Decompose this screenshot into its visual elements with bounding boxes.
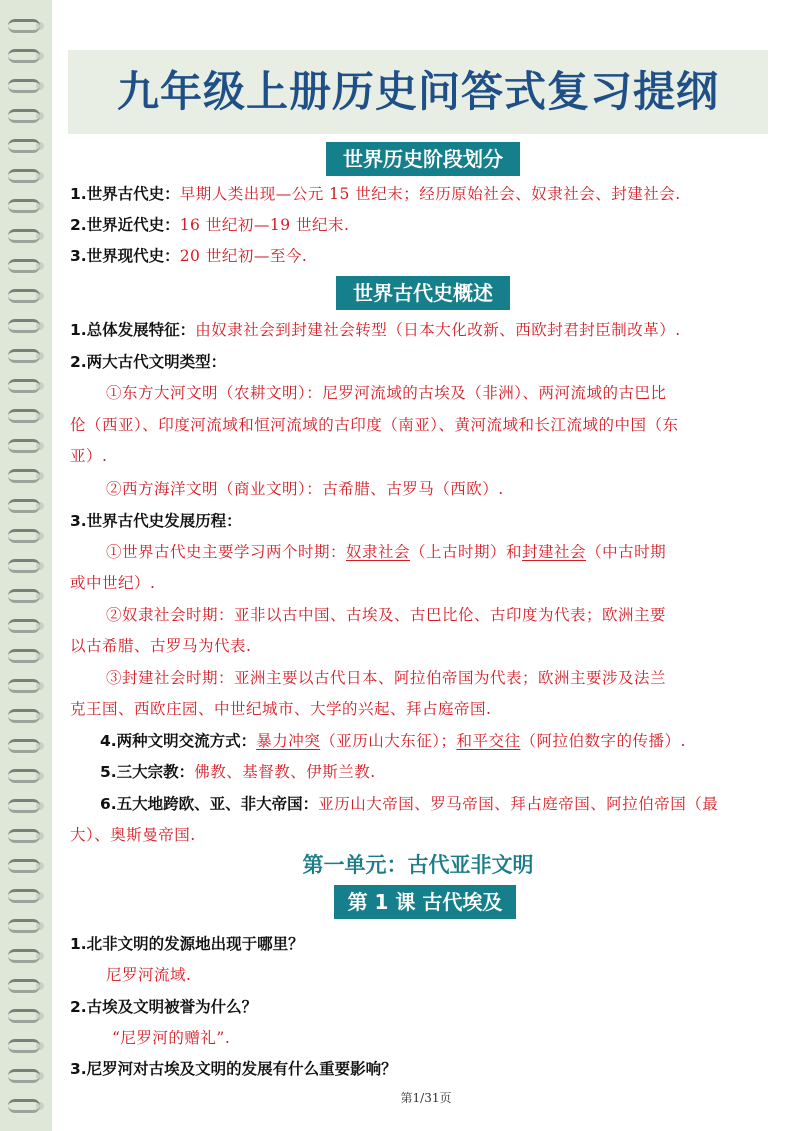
list-item: 2.两大古代文明类型： — [70, 353, 227, 371]
ring-wire — [8, 139, 40, 153]
ring-wire — [8, 79, 40, 93]
binding-ring — [6, 708, 46, 724]
binding-ring — [6, 618, 46, 634]
binding-ring — [6, 798, 46, 814]
text-line: ②西方海洋文明（商业文明）：古希腊、古罗马（西欧）. — [106, 480, 504, 498]
ring-wire — [8, 319, 40, 333]
ring-wire — [8, 709, 40, 723]
binding-ring — [6, 588, 46, 604]
binding-ring — [6, 768, 46, 784]
binding-ring — [6, 468, 46, 484]
ring-wire — [8, 1039, 40, 1053]
ring-wire — [8, 559, 40, 573]
list-item: 4.两种文明交流方式：暴力冲突（亚历山大东征）；和平交往（阿拉伯数字的传播）. — [100, 732, 686, 750]
ring-wire — [8, 679, 40, 693]
ring-wire — [8, 469, 40, 483]
ring-wire — [8, 259, 40, 273]
binding-ring — [6, 288, 46, 304]
text-line: 大）、奥斯曼帝国. — [70, 826, 196, 844]
ring-wire — [8, 889, 40, 903]
unit-title: 第一单元：古代亚非文明 — [302, 853, 534, 877]
ring-wire — [8, 1099, 40, 1113]
page-title: 九年级上册历史问答式复习提纲 — [116, 67, 719, 116]
lesson-heading: 第 1 课 古代埃及 — [334, 885, 516, 919]
spiral-binding — [0, 0, 52, 1131]
ring-wire — [8, 829, 40, 843]
answer-item: “尼罗河的赠礼”. — [112, 1029, 231, 1047]
ring-wire — [8, 979, 40, 993]
section-heading-periods: 世界历史阶段划分 — [326, 142, 520, 176]
ring-wire — [8, 769, 40, 783]
page-number: 第1/31页 — [400, 1091, 452, 1105]
binding-ring — [6, 1068, 46, 1084]
binding-ring — [6, 648, 46, 664]
answer-item: 尼罗河流域. — [106, 966, 192, 984]
binding-ring — [6, 738, 46, 754]
binding-ring — [6, 198, 46, 214]
ring-wire — [8, 649, 40, 663]
binding-ring — [6, 858, 46, 874]
binding-ring — [6, 498, 46, 514]
binding-ring — [6, 828, 46, 844]
binding-ring — [6, 528, 46, 544]
binding-ring — [6, 78, 46, 94]
ring-wire — [8, 169, 40, 183]
ring-wire — [8, 229, 40, 243]
list-item: 5.三大宗教：佛教、基督教、伊斯兰教. — [100, 763, 376, 781]
ring-wire — [8, 439, 40, 453]
ring-wire — [8, 289, 40, 303]
ring-wire — [8, 589, 40, 603]
ring-wire — [8, 1069, 40, 1083]
text-line: 亚）. — [70, 447, 108, 465]
ring-wire — [8, 19, 40, 33]
binding-ring — [6, 18, 46, 34]
list-item: 2.世界近代史：16 世纪初—19 世纪末. — [70, 216, 350, 234]
binding-ring — [6, 138, 46, 154]
binding-ring — [6, 948, 46, 964]
ring-wire — [8, 949, 40, 963]
binding-ring — [6, 378, 46, 394]
list-item: 1.总体发展特征：由奴隶社会到封建社会转型（日本大化改新、西欧封君封臣制改革）. — [70, 321, 681, 339]
binding-ring — [6, 108, 46, 124]
binding-ring — [6, 678, 46, 694]
binding-ring — [6, 1008, 46, 1024]
text-line: ①东方大河文明（农耕文明）：尼罗河流域的古埃及（非洲）、两河流域的古巴比 — [106, 384, 667, 402]
binding-ring — [6, 408, 46, 424]
ring-wire — [8, 739, 40, 753]
binding-ring — [6, 1038, 46, 1054]
list-item: 1.世界古代史：早期人类出现—公元 15 世纪末；经历原始社会、奴隶社会、封建社会. — [70, 185, 681, 203]
text-line: ③封建社会时期：亚洲主要以古代日本、阿拉伯帝国为代表；欧洲主要涉及法兰 — [106, 669, 667, 687]
ring-wire — [8, 379, 40, 393]
ring-wire — [8, 409, 40, 423]
ring-wire — [8, 919, 40, 933]
text-line: 克王国、西欧庄园、中世纪城市、大学的兴起、拜占庭帝国. — [70, 700, 492, 718]
text-line: ②奴隶社会时期：亚非以古中国、古埃及、古巴比伦、古印度为代表；欧洲主要 — [106, 606, 667, 624]
text-line: ①世界古代史主要学习两个时期：奴隶社会（上古时期）和封建社会（中古时期 — [106, 543, 667, 561]
ring-wire — [8, 859, 40, 873]
binding-ring — [6, 438, 46, 454]
ring-wire — [8, 199, 40, 213]
ring-wire — [8, 349, 40, 363]
question-item: 3.尼罗河对古埃及文明的发展有什么重要影响？ — [70, 1060, 397, 1078]
binding-ring — [6, 318, 46, 334]
binding-ring — [6, 168, 46, 184]
text-line: 或中世纪）. — [70, 574, 156, 592]
list-item: 3.世界古代史发展历程： — [70, 512, 242, 530]
ring-wire — [8, 499, 40, 513]
ring-wire — [8, 529, 40, 543]
list-item: 6.五大地跨欧、亚、非大帝国：亚历山大帝国、罗马帝国、拜占庭帝国、阿拉伯帝国（最 — [100, 795, 719, 813]
binding-ring — [6, 918, 46, 934]
ring-wire — [8, 619, 40, 633]
binding-ring — [6, 348, 46, 364]
ring-wire — [8, 109, 40, 123]
ring-wire — [8, 1009, 40, 1023]
question-item: 2.古埃及文明被誉为什么？ — [70, 998, 258, 1016]
text-line: 以古希腊、古罗马为代表. — [70, 637, 252, 655]
ring-wire — [8, 799, 40, 813]
binding-ring — [6, 258, 46, 274]
section-heading-ancient-overview: 世界古代史概述 — [336, 276, 510, 310]
text-line: 伦（西亚）、印度河流域和恒河流域的古印度（南亚）、黄河流域和长江流域的中国（东 — [70, 416, 679, 434]
binding-ring — [6, 228, 46, 244]
ring-wire — [8, 49, 40, 63]
binding-ring — [6, 1098, 46, 1114]
binding-ring — [6, 888, 46, 904]
binding-ring — [6, 48, 46, 64]
list-item: 3.世界现代史：20 世纪初—至今. — [70, 247, 308, 265]
binding-ring — [6, 558, 46, 574]
binding-ring — [6, 978, 46, 994]
question-item: 1.北非文明的发源地出现于哪里？ — [70, 935, 304, 953]
